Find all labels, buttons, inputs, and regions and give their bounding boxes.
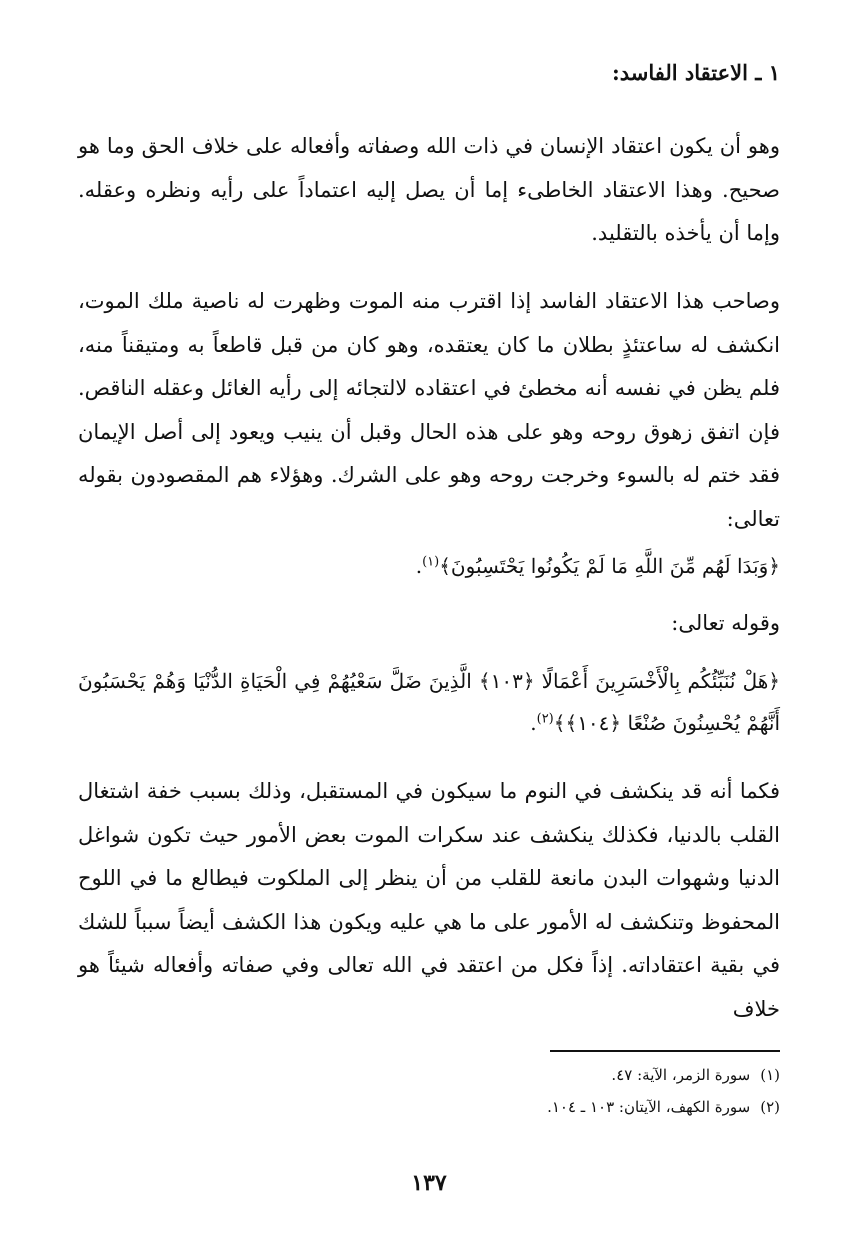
footnote-1-number: (١)	[760, 1066, 780, 1084]
footnote-1-text: سورة الزمر، الآية: ٤٧.	[611, 1066, 751, 1084]
paragraph-2: وصاحب هذا الاعتقاد الفاسد إذا اقترب منه الموت وظهرت له ناصية ملك الموت، انكشف له ساعتئذٍ بطلان ما كان يعتقده، وهو كان من قبل قاطعاً به ومتيقناً منه، فلم يظن في نفسه أنه مخطئ في اعتقاده لالتجائه إلى رأيه الغائل وعقله الناقص. فإن اتفق زهوق روحه وهو على هذه الحال وقبل أن ينيب ويعود إلى أصل الإيمان فقد ختم له بالسوء وخرجت روحه وهو على الشرك. وهؤلاء هم المقصودون بقوله تعالى:	[78, 289, 780, 531]
footnote-1	[611, 1066, 780, 1084]
verse-1-ref: (١)	[422, 554, 440, 570]
section-heading: ١ ـ الاعتقاد الفاسد:	[611, 60, 780, 85]
verse-1-end: .	[415, 554, 423, 578]
verse-2-text: ﴿هَلْ نُنَبِّئُكُم بِالْأَخْسَرِينَ أَعْمَالًا ﴿١٠٣﴾ الَّذِينَ ضَلَّ سَعْيُهُمْ فِي الْحَيَاةِ الدُّنْيَا وَهُمْ يَحْسَبُونَ أَنَّهُمْ يُحْسِنُونَ صُنْعًا ﴿١٠٤﴾﴾	[78, 669, 780, 735]
page-number: ١٣٧	[411, 1170, 447, 1196]
paragraph-3: وقوله تعالى:	[671, 611, 780, 635]
book-page	[78, 50, 780, 1220]
quran-verse-2	[78, 660, 780, 744]
quran-verse-1	[78, 545, 780, 587]
paragraph-1: وهو أن يكون اعتقاد الإنسان في ذات الله وصفاته وأفعاله على خلاف الحق وما هو صحيح. وهذا الاعتقاد الخاطىء إما أن يصل إليه اعتماداً على رأيه ونظره وعقله. وإما أن يأخذه بالتقليد.	[78, 134, 780, 245]
verse-2-end: .	[530, 711, 537, 735]
verse-1-text: ﴿وَبَدَا لَهُم مِّنَ اللَّهِ مَا لَمْ يَكُونُوا يَحْتَسِبُونَ﴾	[439, 554, 780, 578]
footnote-2-text: سورة الكهف، الآيتان: ١٠٣ ـ ١٠٤.	[547, 1098, 751, 1116]
footnote-2	[547, 1098, 780, 1116]
footnote-2-number: (٢)	[760, 1098, 780, 1116]
verse-2-ref: (٢)	[536, 711, 554, 727]
footnote-divider	[550, 1050, 780, 1052]
paragraph-4: فكما أنه قد ينكشف في النوم ما سيكون في المستقبل، وذلك بسبب خفة اشتغال القلب بالدنيا، فكذلك ينكشف عند سكرات الموت بعض الأمور حيث تكون شواغل الدنيا وشهوات البدن مانعة للقلب من أن ينظر إلى الملكوت فيطالع ما في اللوح المحفوظ وتنكشف له الأمور على ما هي عليه ويكون هذا الكشف أيضاً سبباً للشك في بقية اعتقاداته. إذاً فكل من اعتقد في الله تعالى وفي صفاته وأفعاله شيئاً هو خلاف	[78, 779, 780, 1021]
